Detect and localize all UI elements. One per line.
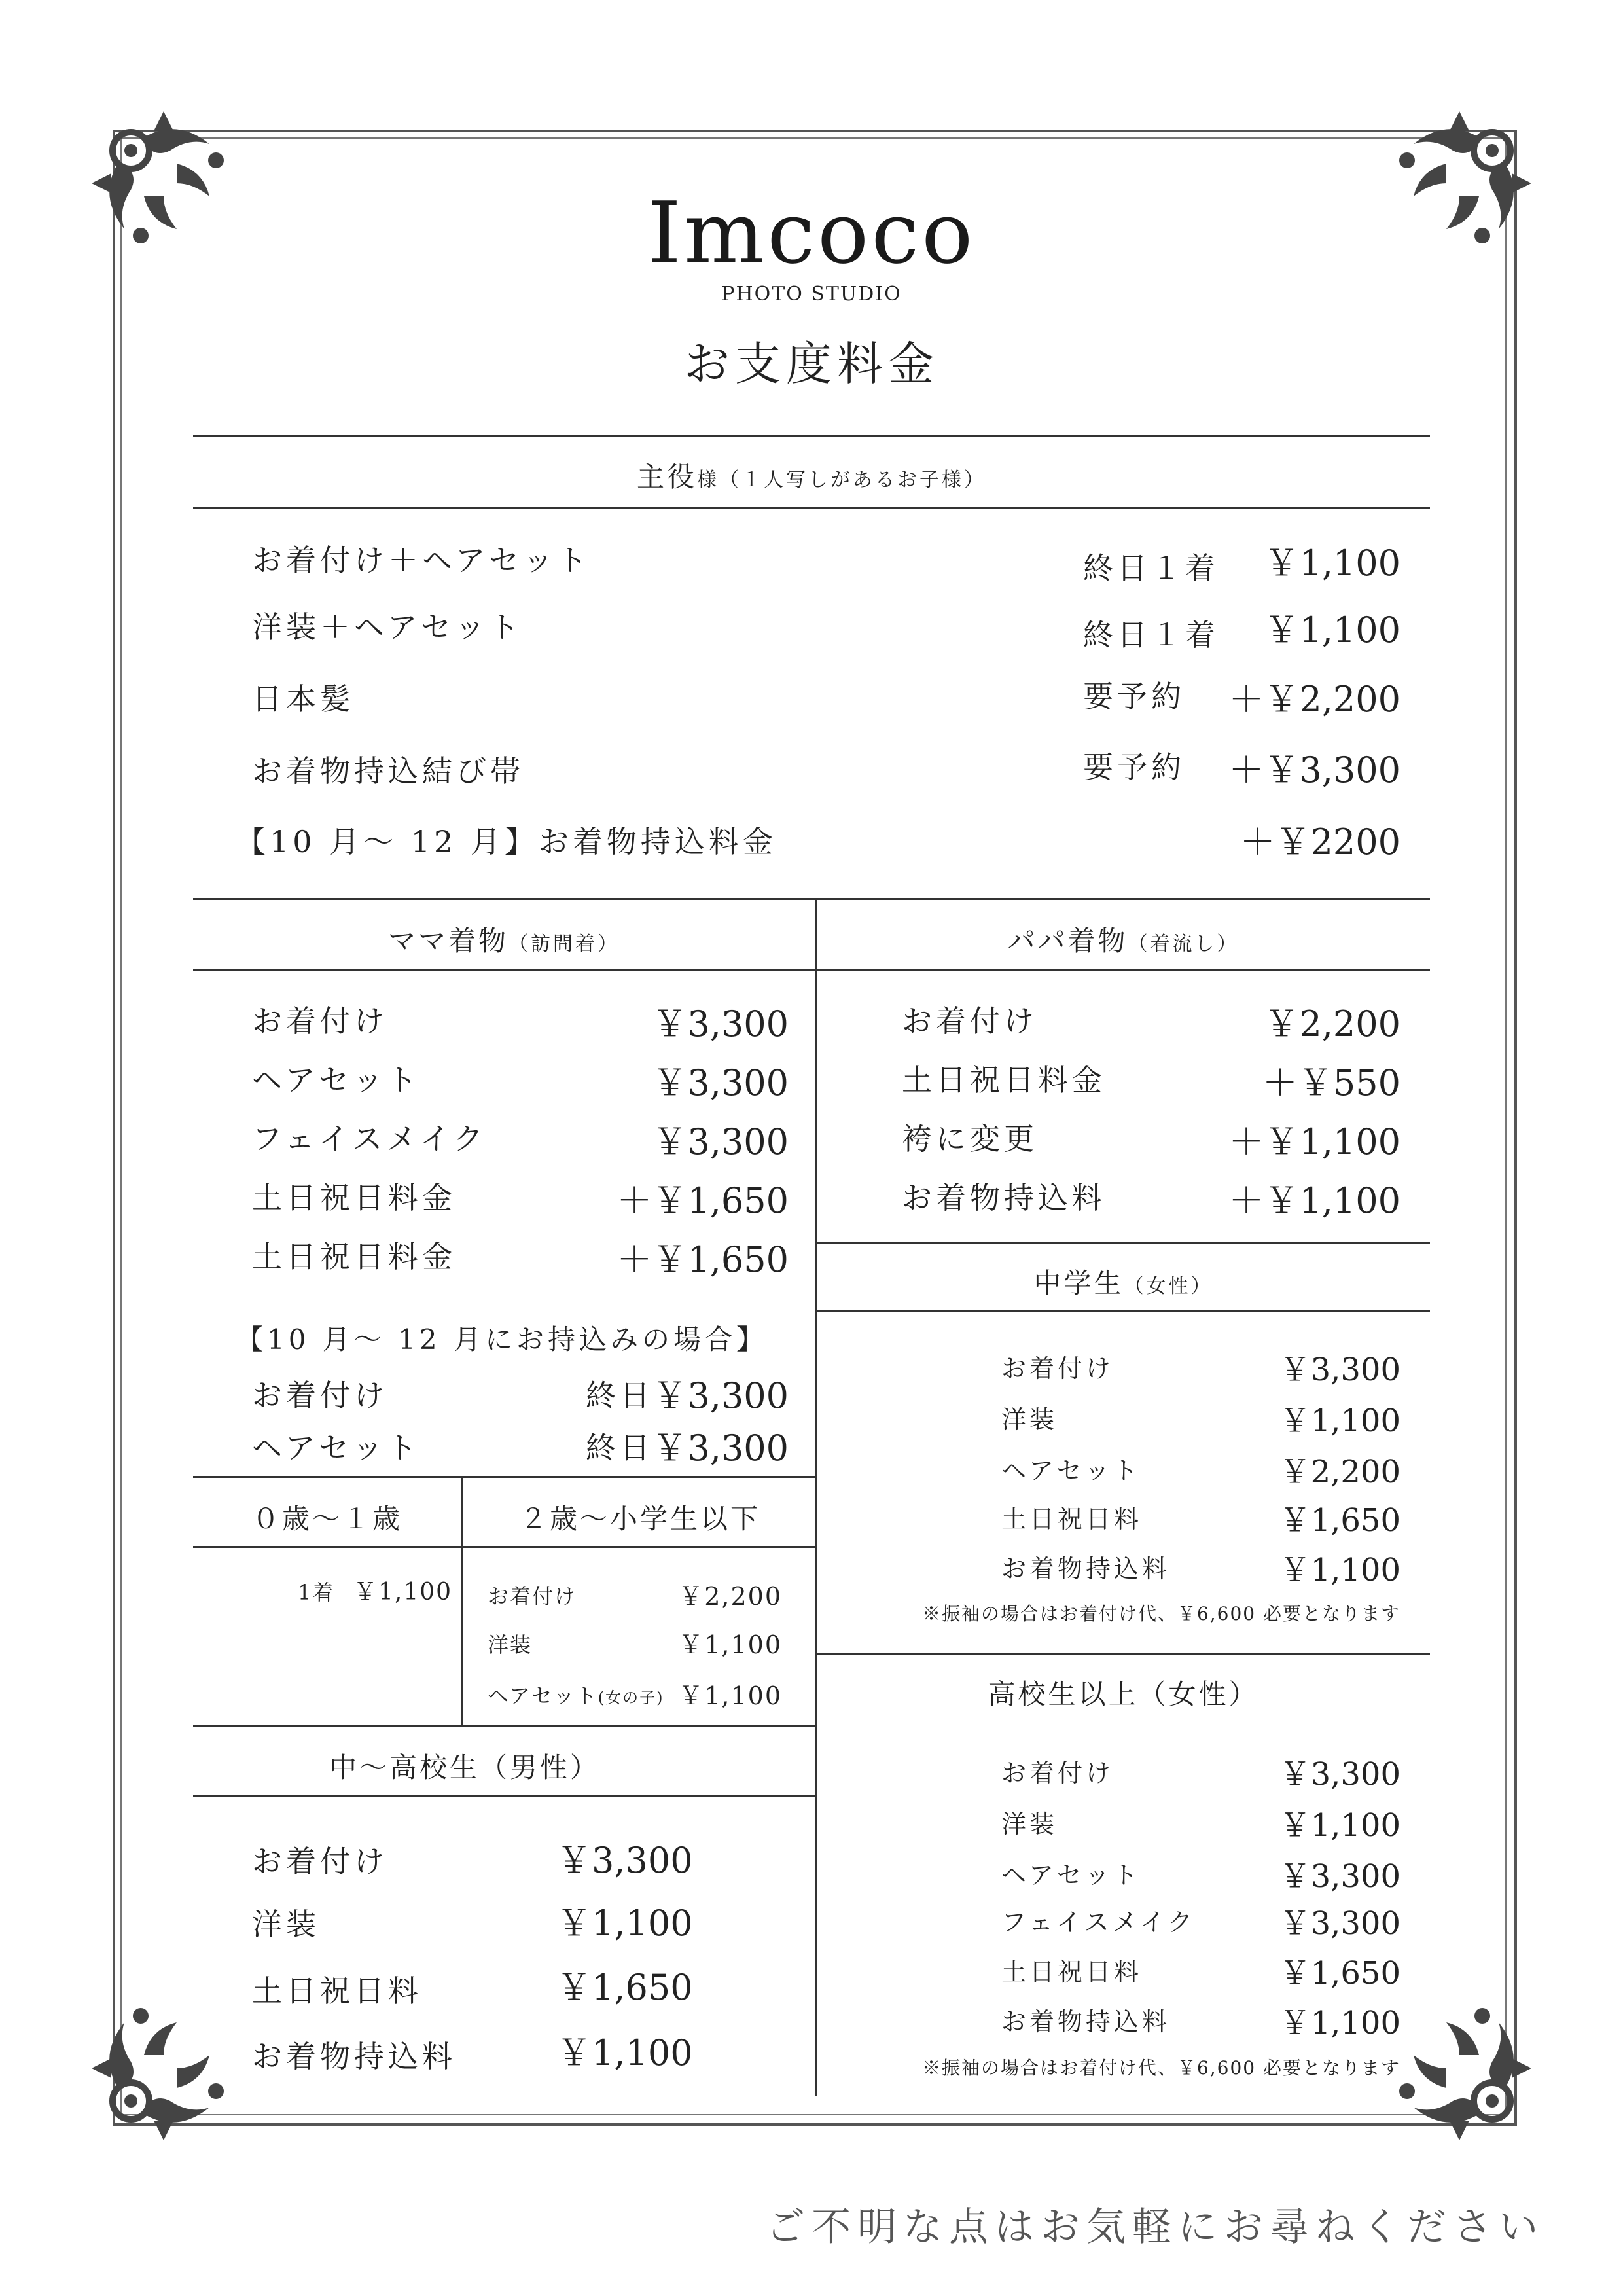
main-row-label: お着付け＋ヘアセット <box>252 543 592 578</box>
main-row-note: 終日１着 <box>1083 550 1219 586</box>
mama-section-title: ママ着物（訪問着） <box>387 925 620 957</box>
papa-row-label: お着付け <box>902 1003 1038 1039</box>
male-row-price: ￥1,100 <box>556 1903 693 1944</box>
kids-row-price: ￥2,200 <box>678 1582 782 1611</box>
mama-row-label: ヘアセット <box>252 1062 421 1098</box>
papa-row-price: ＋￥550 <box>1262 1062 1400 1103</box>
kids-title: ２歳～小学生以下 <box>519 1503 760 1535</box>
main-row-price: ＋￥2200 <box>1240 821 1400 863</box>
mama-sub-note: 終日 <box>586 1378 654 1413</box>
papa-row-label: お着物持込料 <box>902 1180 1106 1215</box>
high-school-row-label: 洋装 <box>1001 1810 1058 1839</box>
kids-row-label: 洋装 <box>488 1632 533 1657</box>
mama-row-price: ￥3,300 <box>652 1062 789 1103</box>
papa-section-title: パパ着物（着流し） <box>1007 925 1240 957</box>
high-school-row-price: ￥3,300 <box>1279 1858 1400 1895</box>
main-row-note: 要予約 <box>1083 749 1185 785</box>
studio-subtitle: PHOTO STUDIO <box>721 283 902 306</box>
junior-high-row-label: 土日祝日料 <box>1001 1505 1143 1534</box>
male-row-label: お着物持込料 <box>252 2039 456 2074</box>
mama-sub-price: ￥3,300 <box>652 1427 789 1469</box>
papa-row-label: 土日祝日料金 <box>902 1062 1106 1098</box>
papa-row-price: ＋￥1,100 <box>1228 1180 1400 1221</box>
mama-row-label: お着付け <box>252 1003 388 1039</box>
baby-title: ０歳～１歳 <box>251 1503 402 1535</box>
divider <box>193 1546 817 1548</box>
divider <box>193 898 1430 900</box>
male-row-price: ￥3,300 <box>556 1840 693 1881</box>
junior-high-row-label: ヘアセット <box>1001 1456 1141 1485</box>
high-school-row-label: フェイスメイク <box>1001 1908 1196 1937</box>
mama-row-label: フェイスメイク <box>252 1121 488 1157</box>
junior-high-row-label: お着付け <box>1001 1354 1115 1383</box>
mama-sub-title: 【10 月～ 12 月にお持込みの場合】 <box>236 1323 768 1355</box>
mama-row-label: 土日祝日料金 <box>252 1180 456 1215</box>
junior-high-row-label: 洋装 <box>1001 1405 1058 1434</box>
mama-sub-price: ￥3,300 <box>652 1375 789 1416</box>
corner-ornament-bottom-left <box>79 1983 249 2153</box>
junior-high-note: ※振袖の場合はお着付け代、￥6,600 必要となります <box>921 1603 1400 1624</box>
mama-sub-label: お着付け <box>252 1378 388 1413</box>
papa-row-label: 袴に変更 <box>902 1121 1038 1157</box>
divider <box>193 435 1430 437</box>
main-row-note: 要予約 <box>1083 679 1185 714</box>
junior-high-row-price: ￥1,100 <box>1279 1552 1400 1588</box>
male-row-label: お着付け <box>252 1844 388 1879</box>
high-school-row-price: ￥1,100 <box>1279 1807 1400 1844</box>
studio-title: Imcoco <box>647 183 976 283</box>
main-row-price: ＋￥3,300 <box>1228 749 1400 791</box>
divider <box>817 1242 1430 1244</box>
junior-high-row-price: ￥1,650 <box>1279 1502 1400 1539</box>
high-school-note: ※振袖の場合はお着付け代、￥6,600 必要となります <box>921 2057 1400 2079</box>
papa-row-price: ￥2,200 <box>1264 1003 1400 1045</box>
main-row-label: 日本髪 <box>252 681 354 717</box>
divider <box>193 1476 817 1478</box>
male-row-price: ￥1,100 <box>556 2032 693 2073</box>
high-school-row-label: ヘアセット <box>1001 1861 1141 1890</box>
baby-note: 1着 <box>298 1580 335 1605</box>
high-school-title: 高校生以上（女性） <box>988 1678 1259 1710</box>
mama-sub-note: 終日 <box>586 1430 654 1465</box>
mama-row-label: 土日祝日料金 <box>252 1239 456 1274</box>
junior-high-row-label: お着物持込料 <box>1001 1554 1171 1583</box>
main-row-price: ＋￥2,200 <box>1228 679 1400 720</box>
mama-row-price: ￥3,300 <box>652 1003 789 1045</box>
main-row-label: お着物持込結び帯 <box>252 753 524 789</box>
divider <box>817 1310 1430 1312</box>
main-row-label: 洋装＋ヘアセット <box>252 609 524 645</box>
high-school-row-price: ￥1,100 <box>1279 2005 1400 2041</box>
divider <box>193 1795 817 1797</box>
papa-row-price: ＋￥1,100 <box>1228 1121 1400 1162</box>
high-school-row-price: ￥3,300 <box>1279 1905 1400 1942</box>
divider <box>193 1725 817 1727</box>
junior-high-row-price: ￥2,200 <box>1279 1454 1400 1490</box>
divider <box>817 1653 1430 1655</box>
kids-row-label: ヘアセット(女の子) <box>488 1683 664 1708</box>
main-row-note: 終日１着 <box>1083 617 1219 653</box>
junior-high-title: 中学生（女性） <box>1033 1267 1213 1299</box>
male-title: 中～高校生（男性） <box>329 1751 600 1784</box>
high-school-row-price: ￥1,650 <box>1279 1955 1400 1992</box>
high-school-row-label: お着物持込料 <box>1001 2007 1171 2036</box>
mama-row-price: ＋￥1,650 <box>616 1239 789 1280</box>
divider <box>193 507 1430 509</box>
kids-row-price: ￥1,100 <box>678 1681 782 1710</box>
junior-high-row-price: ￥3,300 <box>1279 1352 1400 1388</box>
main-row-price: ￥1,100 <box>1264 543 1400 584</box>
main-row-price: ￥1,100 <box>1264 609 1400 651</box>
mama-row-price: ￥3,300 <box>652 1121 789 1162</box>
kids-row-price: ￥1,100 <box>678 1630 782 1659</box>
footer-note: ご不明な点はお気軽にお尋ねください <box>766 2204 1544 2250</box>
main-section-title: 主役様（１人写しがあるお子様） <box>636 461 986 493</box>
column-divider <box>815 898 817 2096</box>
mama-row-price: ＋￥1,650 <box>616 1180 789 1221</box>
divider <box>193 969 1430 971</box>
male-row-label: 洋装 <box>252 1907 320 1942</box>
junior-high-row-price: ￥1,100 <box>1279 1403 1400 1439</box>
kids-row-label: お着付け <box>488 1584 577 1609</box>
main-row-label: 【10 月～ 12 月】お着物持込料金 <box>236 824 777 859</box>
male-row-price: ￥1,650 <box>556 1967 693 2008</box>
mama-sub-label: ヘアセット <box>252 1430 421 1465</box>
baby-price: ￥1,100 <box>353 1579 453 1605</box>
male-row-label: 土日祝日料 <box>252 1973 422 2009</box>
page-heading: お支度料金 <box>684 337 939 391</box>
high-school-row-label: お着付け <box>1001 1759 1115 1787</box>
high-school-row-price: ￥3,300 <box>1279 1756 1400 1793</box>
high-school-row-label: 土日祝日料 <box>1001 1958 1143 1986</box>
